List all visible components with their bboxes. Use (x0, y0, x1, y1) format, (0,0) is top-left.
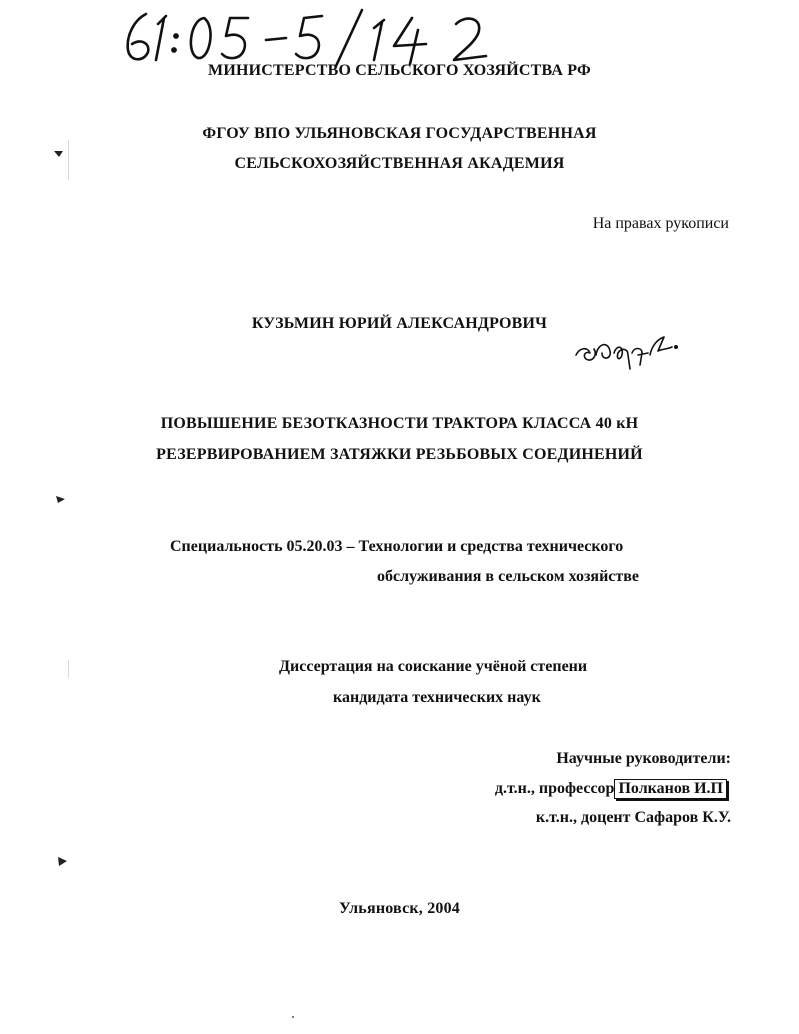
handwritten-archive-code (112, 6, 502, 68)
supervisor-1 (495, 779, 727, 799)
title-line-2: РЕЗЕРВИРОВАНИЕМ ЗАТЯЖКИ РЕЗЬБОВЫХ СОЕДИНЕНИЙ (156, 446, 643, 463)
supervisor-1-name-box: Полканов И.П (614, 779, 727, 799)
supervisor-2: к.т.н., доцент Сафаров К.У. (535, 809, 731, 826)
institution-line-2: СЕЛЬСКОХОЗЯЙСТВЕННАЯ АКАДЕМИЯ (234, 155, 565, 172)
specialty-line-2: обслуживания в сельском хозяйстве (377, 568, 639, 585)
specialty-line-1: Специальность 05.20.03 – Технологии и средства технического (170, 538, 624, 555)
archive-code-drawing (112, 6, 502, 68)
supervisor-1-title: д.т.н., профессор (494, 780, 615, 797)
title-line-1: ПОВЫШЕНИЕ БЕЗОТКАЗНОСТИ ТРАКТОРА КЛАССА 40 кН (160, 415, 639, 432)
author-name: КУЗЬМИН ЮРИЙ АЛЕКСАНДРОВИЧ (251, 315, 548, 332)
manuscript-note: На правах рукописи (592, 215, 729, 232)
margin-mark-icon (57, 855, 69, 867)
margin-mark-icon (54, 150, 64, 158)
scan-edge-line (68, 140, 69, 180)
supervisors-heading: Научные руководители: (556, 750, 731, 767)
dissertation-line-2: кандидата технических наук (333, 689, 541, 706)
scan-edge-line (68, 660, 69, 678)
city-year: Ульяновск, 2004 (338, 900, 460, 917)
author-signature (572, 325, 682, 375)
scan-speck (292, 1016, 294, 1018)
margin-mark-icon (55, 494, 67, 504)
institution-line-1: ФГОУ ВПО УЛЬЯНОВСКАЯ ГОСУДАРСТВЕННАЯ (202, 125, 597, 142)
dissertation-line-1: Диссертация на соискание учёной степени (279, 658, 588, 675)
ministry-heading: МИНИСТЕРСТВО СЕЛЬСКОГО ХОЗЯЙСТВА РФ (208, 62, 591, 79)
